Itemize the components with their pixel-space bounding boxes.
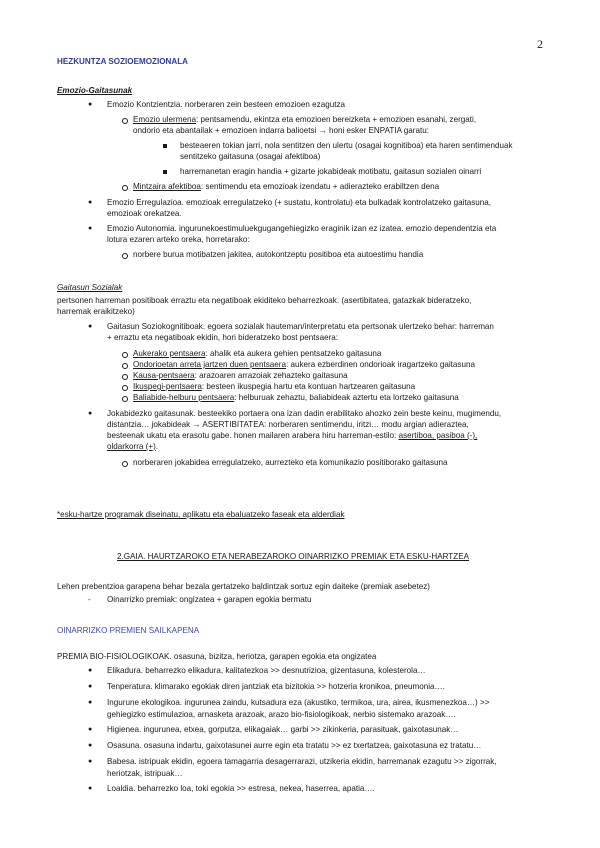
- square-bullet-icon: [163, 170, 167, 174]
- premia-item: Higienea. ingurunea, etxea, gorputza, elikagaiak… garbi >> zikinkeria, parasituak, gaixotasunak…: [107, 725, 459, 734]
- square-bullet-text-cont: sentitzeko gaitasuna (osagai afektiboa): [180, 152, 321, 161]
- bullet-icon: ●: [88, 101, 93, 108]
- bullet-text-cont: oldarkorra (+).: [107, 442, 159, 451]
- sub-bullet-text: Mintzaira afektiboa: sentimendu eta emozioak izendatu + adierazteko erabiltzen dena: [133, 182, 440, 191]
- bullet-text: Jokabidezko gaitasunak. besteekiko portaera ona izan dadin erabilitako ahozko zein beste keinu, mugimendu,: [107, 409, 502, 418]
- premia-item: Babesa. istripuak ekidin, egoera tamagarria desagerrarazi, utzikeria ekidin, harremanak ezagutu >> zigorrak,: [107, 757, 497, 766]
- gaia-heading: 2.GAIA. HAURTZAROKO ETA NERABEZAROKO OINARRIZKO PREMIAK ETA ESKU-HARTZEA: [117, 552, 469, 561]
- circle-bullet-icon: [122, 363, 128, 369]
- section-title-sozialak: Gaitasun Sozialak: [57, 283, 123, 292]
- sub-bullet-text: norbere burua motibatzen jakitea, autokontzeptu positiboa eta autoestimu handia: [133, 250, 424, 259]
- bullet-text-cont: distantzia… jokabideak → ASERTIBITATEA: norberaren sentimendu, iritzi… modu argian adieraztea,: [107, 420, 469, 429]
- bullet-icon: ●: [88, 323, 93, 330]
- premia-item: Osasuna. osasuna indartu, gaixotasunei aurre egin eta tratatu >> ez txertatzea, gaixotasuna ez tratatu…: [107, 741, 482, 750]
- bullet-text: Emozio Erregulazioa. emozioak erregulatzeko (+ sustatu, kontrolatu) eta bulkadak kontrolatzeko gaitasuna,: [107, 198, 491, 207]
- prevention-text: Lehen prebentzioa garapena behar bezala gertatzeko baldintzak sortuz egin daiteke (premiak asebetez): [57, 582, 431, 591]
- bullet-text-cont: besteenak ukatu eta erasotu gabe. honen mailaren arabera hiru harreman-estilo: asertiboa, pasiboa (-),: [107, 431, 478, 440]
- circle-bullet-icon: [122, 461, 128, 467]
- bullet-icon: ●: [88, 758, 93, 765]
- bullet-icon: ●: [88, 785, 93, 792]
- circle-bullet-icon: [122, 352, 128, 358]
- circle-bullet-icon: [122, 118, 128, 124]
- esku-hartze-note: *esku-hartze programak diseinatu, aplikatu eta ebaluatzeko faseak eta alderdiak: [57, 510, 345, 519]
- sailkapena-heading: OINARRIZKO PREMIEN SAILKAPENA: [57, 626, 200, 635]
- bullet-text-cont: emozioak orekatzea.: [107, 209, 182, 218]
- section-title-emozio: Emozio-Gaitasunak: [57, 86, 133, 95]
- bullet-icon: ●: [88, 726, 93, 733]
- bullet-text: Emozio Kontzientzia. norberaren zein besteen emozioen ezagutza: [107, 100, 346, 109]
- dash-text: Oinarrizko premiak: ongizatea + garapen egokia bermatu: [107, 595, 312, 604]
- premia-item-cont: heriotzak, istripuak…: [107, 769, 183, 778]
- premia-item: Loaldia. beharrezko loa, toki egokia >> estresa, nekea, haserrea, apatia….: [107, 784, 375, 793]
- pentsaera-item: Kausa-pentsaera: arazoaren arrazoiak zehazteko gaitasuna: [133, 371, 348, 380]
- page-number: 2: [537, 37, 543, 51]
- pentsaera-item: Baliabide-helburu pentsaera: helburuak zehaztu, baliabideak aztertu eta lortzeko gaitasuna: [133, 393, 459, 402]
- bullet-text-cont: + erraztu eta negatiboak ekidin, hori bideratzeko bost pentsaera:: [107, 333, 339, 342]
- circle-bullet-icon: [122, 396, 128, 402]
- square-bullet-text: harremanetan eragin handia + gizarte jokabideak motibatu, gaitasun sozialen oinarri: [180, 167, 482, 176]
- premia-item-cont: gehiegizko estimulazioa, arnasketa arazoak, arazo bio-fisiologikoak, nerbio sistemako arazoak….: [107, 710, 456, 719]
- pentsaera-item: Ondorioetan arreta jartzen duen pentsaera: aukera ezberdinen ondorioak iragartzeko gaitasuna: [133, 360, 475, 369]
- circle-bullet-icon: [122, 253, 128, 259]
- bullet-text: Emozio Autonomia. ingurunekoestimuluekgugangehiegizko eraginik izan ez izatea. emozio dependentzia eta: [107, 224, 497, 233]
- square-bullet-text: besteaeren tokian jarri, nola sentitzen den ulertu (osagai kognitiboa) eta haren sentimenduak: [180, 141, 513, 150]
- premia-item: Elikadura. beharrezko elikadura, kalitatezkoa >> desnutrizioa, gizentasuna, kolesterola…: [107, 666, 426, 675]
- premia-item: Tenperatura. klimarako egokiak diren jantziak eta bizitokia >> hotzeria kronikoa, pneumonia….: [107, 682, 445, 691]
- premia-title: PREMIA BIO-FISIOLOGIKOAK. osasuna, bizitza, heriotza, garapen egokia eta ongizatea: [57, 652, 377, 661]
- bullet-icon: ●: [88, 199, 93, 206]
- pentsaera-item: Aukerako pentsaera: ahalik eta aukera gehien pentsatzeko gaitasuna: [133, 349, 382, 358]
- intro-text-cont: harremak eraikitzeko): [57, 307, 135, 316]
- sub-bullet-text-cont: ondorio eta abantailak + emozioen indarra balioetsi → honi esker ENPATIA garatu:: [133, 126, 429, 135]
- bullet-icon: ●: [88, 410, 93, 417]
- premia-item: Ingurune ekologikoa. ingurunea zaindu, kutsadura eza (akustiko, termikoa, ura, airea, ikusmenezkoa…) >>: [107, 698, 490, 707]
- bullet-icon: ●: [88, 699, 93, 706]
- bullet-icon: ●: [88, 225, 93, 232]
- main-heading: HEZKUNTZA SOZIOEMOZIONALA: [57, 57, 188, 66]
- intro-text: pertsonen harreman positiboak erraztu eta negatiboak ekiditeko beharrezkoak. (asertibitatea, gatazkak bideratzeko,: [57, 296, 472, 305]
- circle-bullet-icon: [122, 185, 128, 191]
- sub-bullet-text: Emozio ulermena: pentsamendu, ekintza eta emozioen bereizketa + emozioen esanahi, zergati,: [133, 115, 477, 124]
- circle-bullet-icon: [122, 385, 128, 391]
- dash-bullet-icon: -: [88, 595, 91, 604]
- bullet-icon: ●: [88, 683, 93, 690]
- bullet-icon: ●: [88, 742, 93, 749]
- square-bullet-icon: [163, 144, 167, 148]
- sub-bullet-text: norberaren jokabidea erregulatzeko, aurrezteko eta komunikazio positiborako gaitasuna: [133, 458, 448, 467]
- bullet-text-cont: lotura ezaren arteko oreka, horretarako:: [107, 235, 250, 244]
- circle-bullet-icon: [122, 374, 128, 380]
- bullet-text: Gaitasun Soziokognitiboak. egoera sozialak hauteman/interpretatu eta pertsonak ulertzeko behar: harreman: [107, 322, 494, 331]
- bullet-icon: ●: [88, 667, 93, 674]
- pentsaera-item: Ikuspegi-pentsaera: besteen ikuspegia hartu eta kontuan hartzearen gaitasuna: [133, 382, 416, 391]
